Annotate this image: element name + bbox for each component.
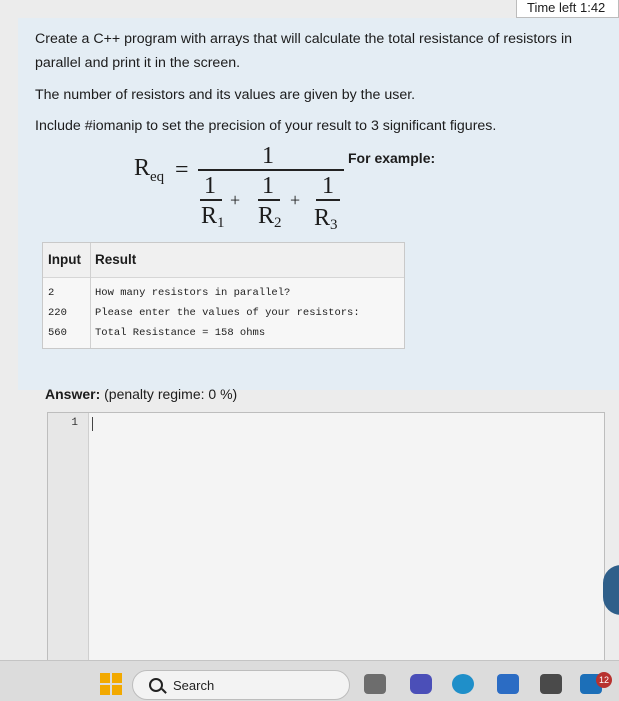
file-explorer-icon[interactable] [364,674,386,694]
for-example-label: For example: [348,150,436,166]
store-icon[interactable] [497,674,519,694]
answer-label [45,386,237,402]
header-input: Input [48,252,81,267]
header-result: Result [95,252,137,267]
answer-heading: Answer: [45,386,101,402]
question-text-line-4: Include #iomanip to set the precision of your result to 3 significant figures. [35,118,497,134]
mail-icon[interactable] [540,674,562,694]
line-number: 1 [71,417,78,429]
formula-numerator: 1 [262,143,274,169]
edge-icon[interactable] [452,674,474,694]
teams-icon[interactable] [410,674,432,694]
text-cursor [92,417,93,431]
result-line-2: Please enter the values of your resistors: [95,307,360,319]
term-1-numerator: 1 [204,173,216,199]
notification-badge: 12 [596,672,612,688]
question-text-line-1: Create a C++ program with arrays that will calculate the total resistance of resistors in [35,31,572,47]
column-divider [90,243,91,348]
term-2-denominator: R [258,203,275,229]
resistance-formula [130,142,360,234]
term-2-subscript: 2 [274,215,282,231]
time-left-indicator: Time left 1:42 [516,0,619,18]
term-3-numerator: 1 [322,173,334,199]
formula-lhs-subscript: eq [150,169,165,185]
windows-start-icon[interactable] [100,673,122,695]
example-table [42,242,405,349]
question-text-line-2: parallel and print it in the screen. [35,55,241,71]
term-2-numerator: 1 [262,173,274,199]
term-2-fraction-bar [258,199,280,201]
term-3-denominator: R [314,205,331,231]
result-line-1: How many resistors in parallel? [95,287,291,299]
taskbar-search-box[interactable] [132,670,350,700]
question-text-line-3: The number of resistors and its values are given by the user. [35,87,416,103]
formula-lhs: R [134,155,151,181]
search-label: Search [173,678,215,693]
term-1-fraction-bar [200,199,222,201]
search-icon [149,678,163,692]
side-panel-tab[interactable] [603,565,619,615]
input-line-3: 560 [48,327,67,339]
formula-main-fraction-bar [198,169,344,171]
answer-code-editor[interactable] [47,412,605,672]
plus-sign-1: + [230,190,241,210]
input-line-1: 2 [48,287,55,299]
term-1-denominator: R [201,203,218,229]
penalty-regime: (penalty regime: 0 %) [104,386,238,402]
term-1-subscript: 1 [217,215,225,231]
term-3-subscript: 3 [330,217,338,233]
result-line-3: Total Resistance = 158 ohms [95,327,266,339]
term-3-fraction-bar [316,199,340,201]
line-number-gutter [48,413,89,671]
plus-sign-2: + [290,190,301,210]
input-line-2: 220 [48,307,67,319]
formula-equals: = [175,157,189,183]
